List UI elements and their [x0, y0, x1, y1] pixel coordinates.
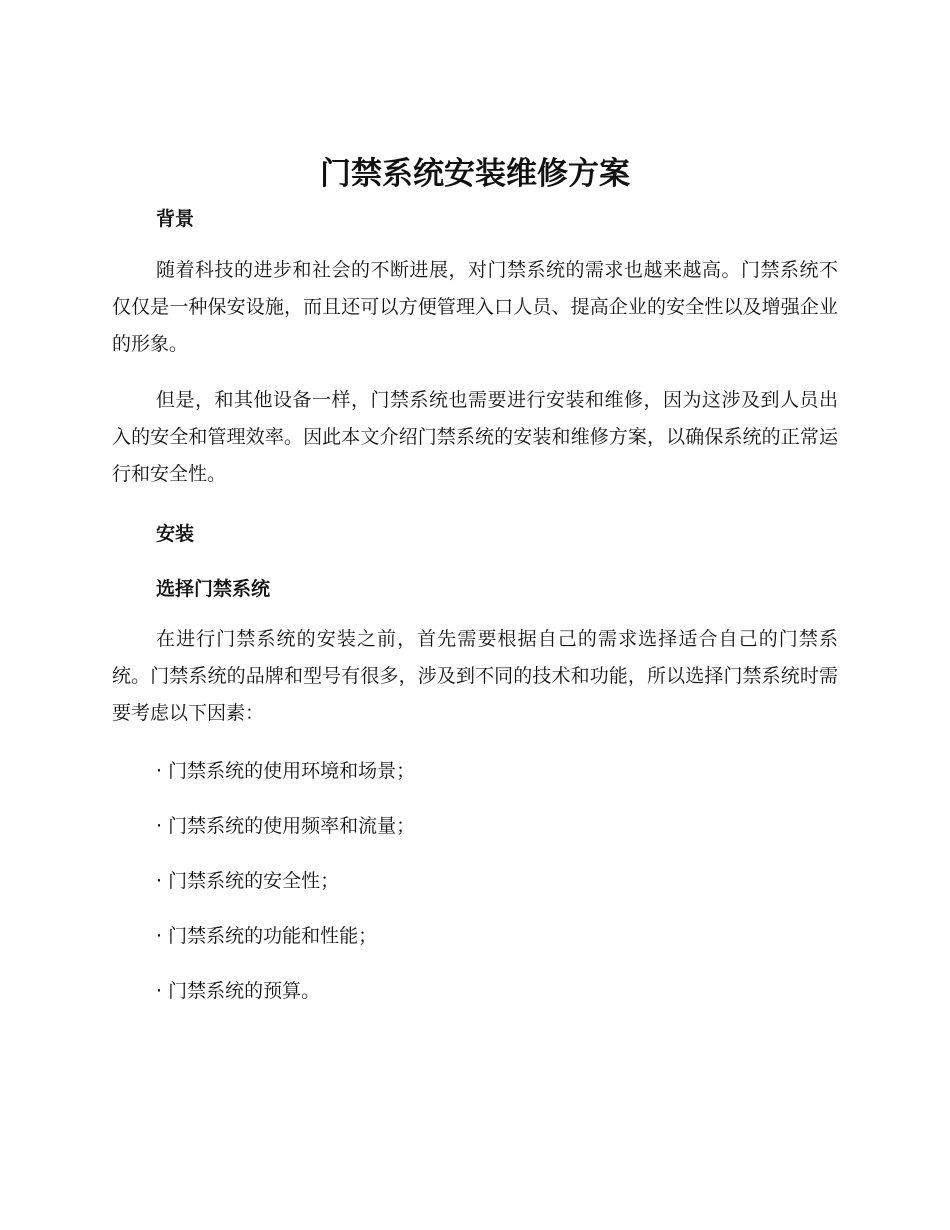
section-heading-background: 背景	[156, 208, 195, 230]
list-item: · 门禁系统的功能和性能；	[156, 925, 378, 947]
list-item: · 门禁系统的预算。	[156, 980, 321, 1002]
section-heading-install: 安装	[156, 523, 195, 545]
select-system-paragraph: 在进行门禁系统的安装之前，首先需要根据自己的需求选择适合自己的门禁系统。门禁系统的品牌和型号有很多，涉及到不同的技术和功能，所以选择门禁系统时需要考虑以下因素：	[112, 628, 838, 724]
list-item: · 门禁系统的安全性；	[156, 870, 340, 892]
list-item: · 门禁系统的使用频率和流量；	[156, 815, 416, 837]
background-paragraph-1: 随着科技的进步和社会的不断进展，对门禁系统的需求也越来越高。门禁系统不仅仅是一种保安设施，而且还可以方便管理入口人员、提高企业的安全性以及增强企业的形象。	[112, 259, 838, 355]
background-paragraph-2: 但是，和其他设备一样，门禁系统也需要进行安装和维修，因为这涉及到人员出入的安全和管理效率。因此本文介绍门禁系统的安装和维修方案，以确保系统的正常运行和安全性。	[112, 389, 838, 485]
list-item: · 门禁系统的使用环境和场景；	[156, 760, 416, 782]
selection-factors-list	[112, 758, 838, 1004]
subsection-heading-select-system: 选择门禁系统	[156, 578, 271, 600]
document-title: 门禁系统安装维修方案	[320, 156, 630, 192]
